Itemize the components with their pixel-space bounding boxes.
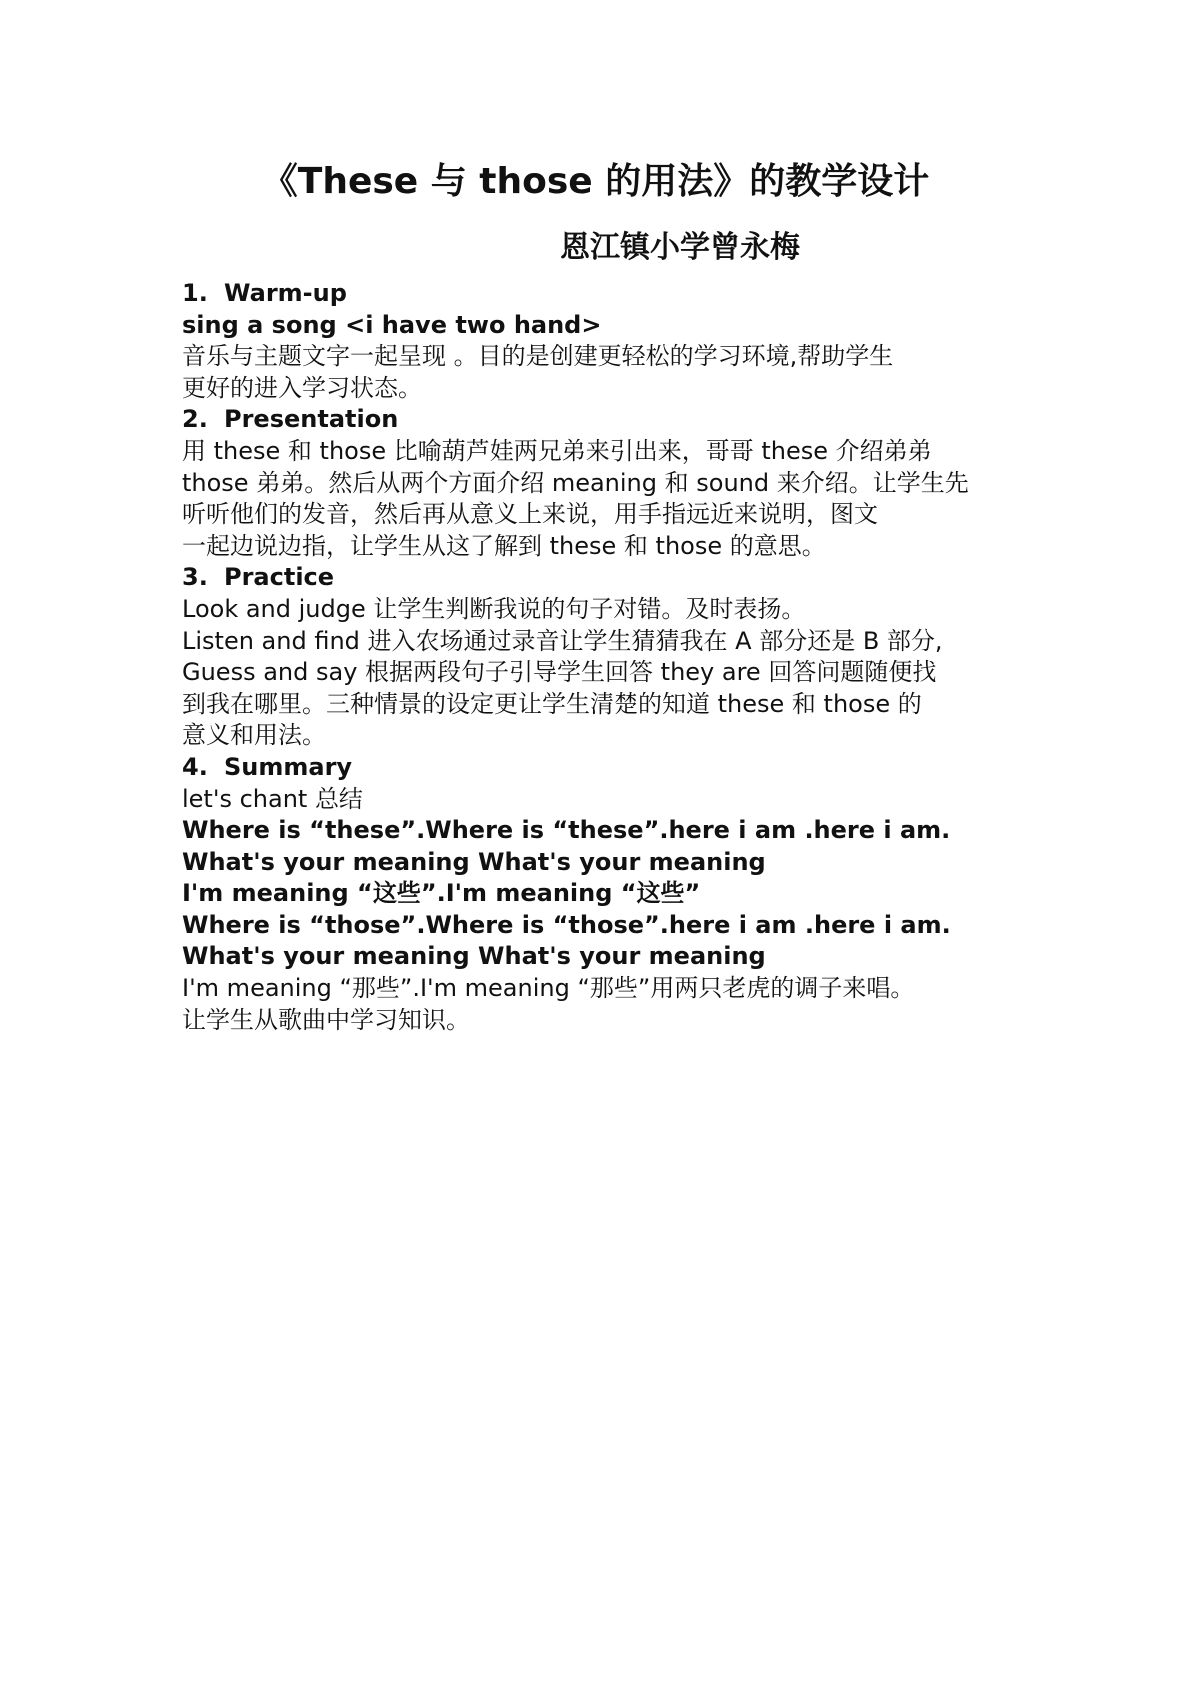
body-line: Look and judge 让学生判断我说的句子对错。及时表扬。 (182, 594, 806, 623)
section-number: 2. (182, 405, 208, 434)
body-line: 更好的进入学习状态。 (182, 373, 422, 402)
body-line: Guess and say 根据两段句子引导学生回答 they are 回答问题随便找 (182, 658, 937, 687)
section-heading-presentation (182, 404, 1022, 436)
body-line: 一起边说边指，让学生从这了解到 these 和 those 的意思。 (182, 531, 826, 560)
body-line: 音乐与主题文字一起呈现 。目的是创建更轻松的学习环境,帮助学生 (182, 342, 894, 371)
document-author: 恩江镇小学曾永梅 (560, 230, 800, 265)
section-number: 4. (182, 752, 208, 781)
body-line: those 弟弟。然后从两个方面介绍 meaning 和 sound 来介绍。让学生先 (182, 468, 969, 497)
chant-line: What's your meaning What's your meaning (182, 847, 766, 876)
section-heading-summary (182, 752, 1022, 784)
section-title: Warm-up (224, 279, 347, 307)
section-heading-warm-up (182, 278, 1022, 310)
chant-line: I'm meaning “那些”.I'm meaning “那些”用两只老虎的调子来唱。 (182, 974, 915, 1003)
document-title: 《These 与 those 的用法》的教学设计 (261, 161, 930, 202)
body-line: 听听他们的发音，然后再从意义上来说，用手指远近来说明，图文 (182, 500, 878, 529)
body-line: 意义和用法。 (182, 721, 326, 750)
chant-line: Where is “those”.Where is “those”.here i am .here i am. (182, 910, 951, 939)
body-line: 到我在哪里。三种情景的设定更让学生清楚的知道 these 和 those 的 (182, 689, 922, 718)
section-number: 3. (182, 563, 208, 592)
document-body (182, 278, 1022, 1036)
section-heading-practice (182, 562, 1022, 594)
chant-line: Where is “these”.Where is “these”.here i am .here i am. (182, 816, 951, 845)
body-line: sing a song <i have two hand> (182, 310, 602, 339)
body-line: 让学生从歌曲中学习知识。 (182, 1005, 470, 1034)
body-line: 用 these 和 those 比喻葫芦娃两兄弟来引出来，哥哥 these 介绍弟弟 (182, 436, 932, 465)
section-title: Summary (224, 752, 353, 781)
section-title: Practice (224, 563, 335, 592)
section-number: 1. (182, 279, 208, 307)
body-line: Listen and find 进入农场通过录音让学生猜猜我在 A 部分还是 B 部分, (182, 626, 943, 655)
section-title: Presentation (224, 405, 399, 434)
body-line: let's chant 总结 (182, 784, 363, 813)
chant-line: I'm meaning “这些”.I'm meaning “这些” (182, 879, 701, 908)
chant-line: What's your meaning What's your meaning (182, 942, 766, 971)
